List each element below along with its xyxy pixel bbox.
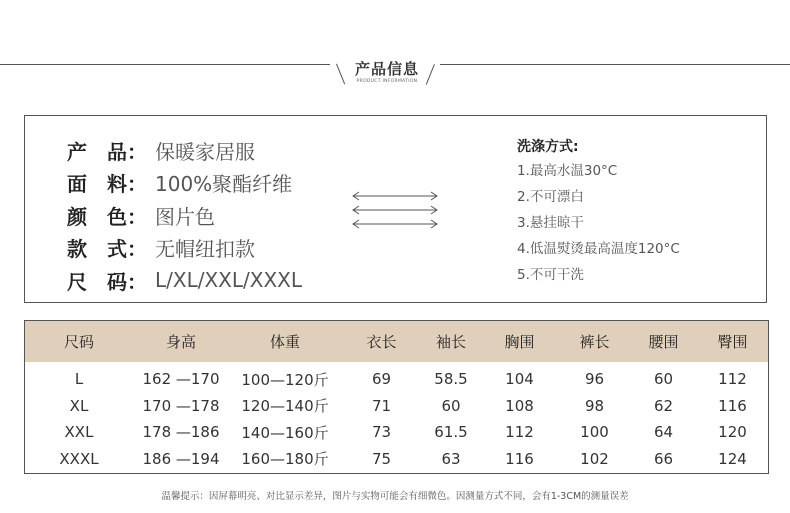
table-cell: 120—140斤 — [241, 397, 329, 416]
table-cell: 58.5 — [434, 370, 468, 389]
washing-title: 洗涤方式: — [517, 139, 579, 155]
table-cell: 170 —178 — [142, 396, 220, 415]
spec-row-product — [67, 134, 302, 167]
table-cell: 60 — [441, 396, 461, 415]
table-cell: 69 — [371, 370, 392, 389]
table-header-cell: 裤长 — [579, 333, 610, 351]
spec-row-size — [67, 264, 302, 297]
product-info-box — [24, 115, 767, 303]
spec-colon: ： — [127, 269, 147, 294]
table-cell: 96 — [584, 370, 605, 389]
table-cell: 73 — [371, 423, 392, 442]
spec-colon: ： — [127, 237, 147, 262]
spec-key: 款式 — [67, 237, 127, 262]
washing-item: 4.低温熨烫最高温度120°C — [517, 241, 680, 257]
table-row — [25, 446, 768, 473]
spec-value: 100%聚酯纤维 — [155, 172, 293, 197]
spec-key: 颜色 — [67, 204, 127, 229]
table-cell: 162 —170 — [142, 370, 220, 389]
table-cell: 66 — [653, 449, 674, 468]
table-cell: 62 — [653, 396, 674, 415]
header-line-right — [440, 64, 790, 65]
spec-value: 图片色 — [155, 204, 215, 229]
table-cell: 100 — [580, 423, 609, 442]
table-cell: 104 — [505, 370, 534, 389]
table-cell: 108 — [505, 396, 534, 415]
table-header-cell: 尺码 — [63, 333, 94, 351]
spec-row-fabric — [67, 167, 302, 200]
washing-item: 5.不可干洗 — [517, 267, 584, 283]
table-cell: XXL — [64, 423, 94, 442]
table-cell: 102 — [580, 449, 609, 468]
table-cell: 160—180斤 — [241, 450, 329, 469]
table-cell: 124 — [718, 449, 747, 468]
spec-value: 保暖家居服 — [155, 139, 255, 164]
table-cell: 75 — [371, 449, 392, 468]
table-cell: XL — [69, 396, 89, 415]
spec-colon: ： — [127, 139, 147, 164]
spec-colon: ： — [127, 204, 147, 229]
washing-item: 2.不可漂白 — [517, 189, 584, 205]
table-header-cell: 胸围 — [504, 333, 535, 351]
spec-row-color — [67, 199, 302, 232]
spec-colon: ： — [127, 172, 147, 197]
table-header-cell: 腰围 — [648, 333, 679, 351]
table-cell: 140—160斤 — [241, 423, 329, 442]
table-cell: 71 — [371, 396, 392, 415]
spec-key: 尺码 — [67, 269, 127, 294]
table-cell: 61.5 — [434, 423, 468, 442]
table-cell: 112 — [718, 370, 747, 389]
washing-item: 3.悬挂晾干 — [517, 215, 584, 231]
table-row — [25, 393, 768, 420]
arrows-icon — [347, 190, 445, 230]
footer-note: 温馨提示：因屏幕明亮、对比显示差异，图片与实物可能会有细微色。因测量方式不同，会有1-3CM的测量误差 — [161, 491, 629, 502]
table-cell: 60 — [653, 370, 674, 389]
section-title: 产品信息 — [354, 60, 419, 78]
table-cell: 116 — [505, 449, 534, 468]
table-header-cell: 身高 — [165, 333, 196, 351]
table-header-cell: 体重 — [269, 333, 300, 351]
washing-instructions — [517, 136, 680, 288]
spec-row-style — [67, 232, 302, 265]
table-cell: 100—120斤 — [241, 370, 329, 389]
spec-value: 无帽纽扣款 — [155, 237, 255, 262]
washing-item: 1.最高水温30°C — [517, 163, 618, 179]
table-row — [25, 419, 768, 446]
table-cell: 98 — [584, 396, 605, 415]
table-cell: 63 — [441, 449, 461, 468]
table-cell: 186 —194 — [142, 449, 220, 468]
table-cell: 64 — [653, 423, 674, 442]
table-cell: 116 — [718, 396, 747, 415]
table-cell: XXXL — [59, 449, 99, 468]
spec-value: L/XL/XXL/XXXL — [155, 268, 302, 293]
table-cell: 112 — [505, 423, 534, 442]
table-body — [25, 362, 768, 472]
size-table — [24, 320, 769, 474]
section-subtitle: PRODUCT INFORMATION — [356, 79, 418, 84]
spec-key: 面料 — [67, 172, 127, 197]
table-header-cell: 袖长 — [435, 333, 466, 351]
table-header-row — [25, 321, 768, 362]
table-header-cell: 衣长 — [366, 333, 397, 351]
spec-key: 产品 — [67, 139, 127, 164]
table-cell: 178 —186 — [142, 423, 220, 442]
spec-list — [67, 134, 302, 297]
table-cell: 120 — [718, 423, 747, 442]
header-line-left — [0, 64, 330, 65]
table-cell: L — [74, 370, 84, 389]
table-header-cell: 臀围 — [717, 333, 748, 351]
table-row — [25, 366, 768, 393]
